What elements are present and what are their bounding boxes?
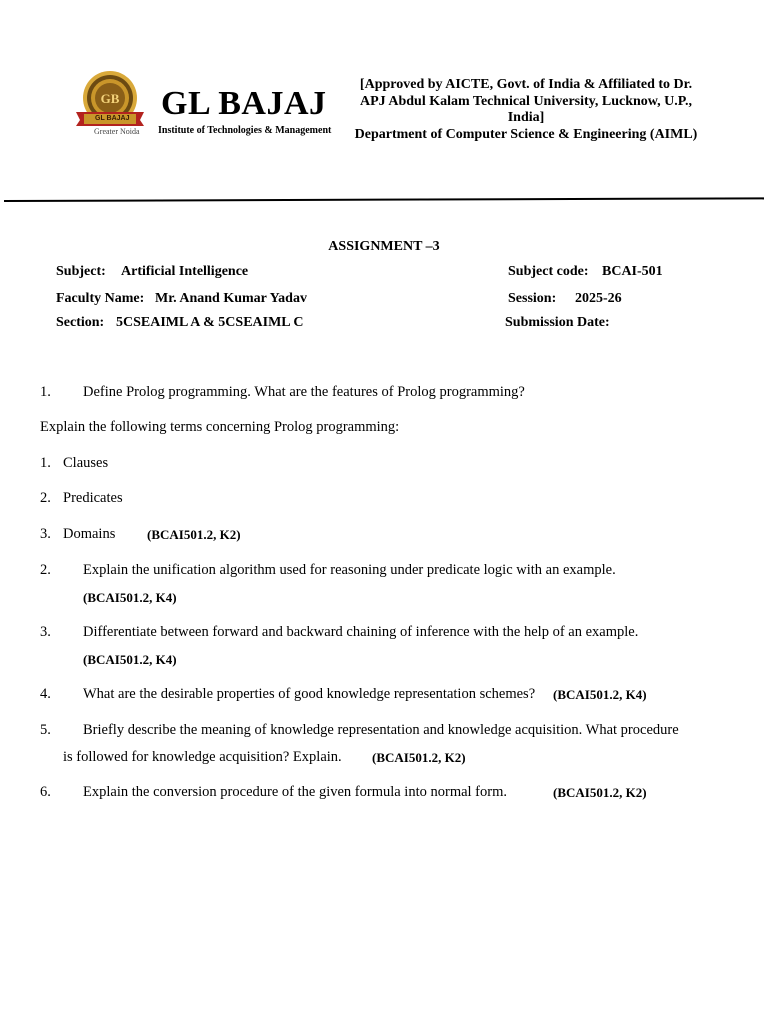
brand-subtitle: Institute of Technologies & Management <box>158 125 332 136</box>
approval-text: [Approved by AICTE, Govt. of India & Affiliated to Dr. APJ Abdul Kalam Technical University, Lucknow, U.P., India] <box>359 77 693 125</box>
section-label: Section: <box>56 315 105 330</box>
question-text: What are the desirable properties of good knowledge representation schemes? <box>83 686 536 702</box>
course-outcome-code: (BCAI501.2, K4) <box>553 687 647 702</box>
section-value: 5CSEAIML A & 5CSEAIML C <box>116 315 304 330</box>
question-text: Differentiate between forward and backward chaining of inference with the help of an example. <box>83 624 639 640</box>
question-text-line2: is followed for knowledge acquisition? Explain. <box>63 749 342 765</box>
question-number: 5. <box>40 722 51 738</box>
list-item-number: 3. <box>40 526 51 542</box>
list-item: Domains <box>63 526 116 542</box>
department-name: Department of Computer Science & Engineering (AIML) <box>354 127 698 142</box>
svg-text:GB: GB <box>100 91 120 106</box>
faculty-value: Mr. Anand Kumar Yadav <box>155 291 307 306</box>
session-label: Session: <box>508 291 557 306</box>
faculty-label: Faculty Name: <box>56 291 145 306</box>
course-outcome-code: (BCAI501.2, K2) <box>372 750 466 765</box>
course-outcome-code: (BCAI501.2, K2) <box>147 527 241 542</box>
list-item-number: 1. <box>40 455 51 471</box>
subject-label: Subject: <box>56 264 106 279</box>
list-item-number: 2. <box>40 490 51 506</box>
assignment-title: ASSIGNMENT –3 <box>328 239 440 254</box>
question-intro: Explain the following terms concerning Prolog programming: <box>40 419 400 435</box>
question-text: Define Prolog programming. What are the features of Prolog programming? <box>83 384 525 400</box>
question-text: Explain the unification algorithm used for reasoning under predicate logic with an example. <box>83 562 616 578</box>
session-value: 2025-26 <box>575 291 622 306</box>
question-number: 4. <box>40 686 51 702</box>
subject-code-value: BCAI-501 <box>602 264 663 279</box>
header-divider <box>4 197 764 202</box>
submission-date-label: Submission Date: <box>505 315 610 330</box>
question-text: Explain the conversion procedure of the given formula into normal form. <box>83 784 507 800</box>
course-outcome-code: (BCAI501.2, K2) <box>553 785 647 800</box>
subject-value: Artificial Intelligence <box>121 264 249 279</box>
question-number: 1. <box>40 384 51 400</box>
brand-name: GL BAJAJ <box>161 85 327 122</box>
question-number: 6. <box>40 784 51 800</box>
logo-caption: Greater Noida <box>94 127 140 136</box>
question-number: 2. <box>40 562 51 578</box>
question-number: 3. <box>40 624 51 640</box>
question-text-line1: Briefly describe the meaning of knowledge representation and knowledge acquisition. What procedure <box>83 722 679 738</box>
list-item: Predicates <box>63 490 123 506</box>
course-outcome-code: (BCAI501.2, K4) <box>83 652 177 667</box>
list-item: Clauses <box>63 455 109 471</box>
course-outcome-code: (BCAI501.2, K4) <box>83 590 177 605</box>
subject-code-label: Subject code: <box>508 264 589 279</box>
logo-ribbon-text: GL BAJAJ <box>95 115 130 122</box>
